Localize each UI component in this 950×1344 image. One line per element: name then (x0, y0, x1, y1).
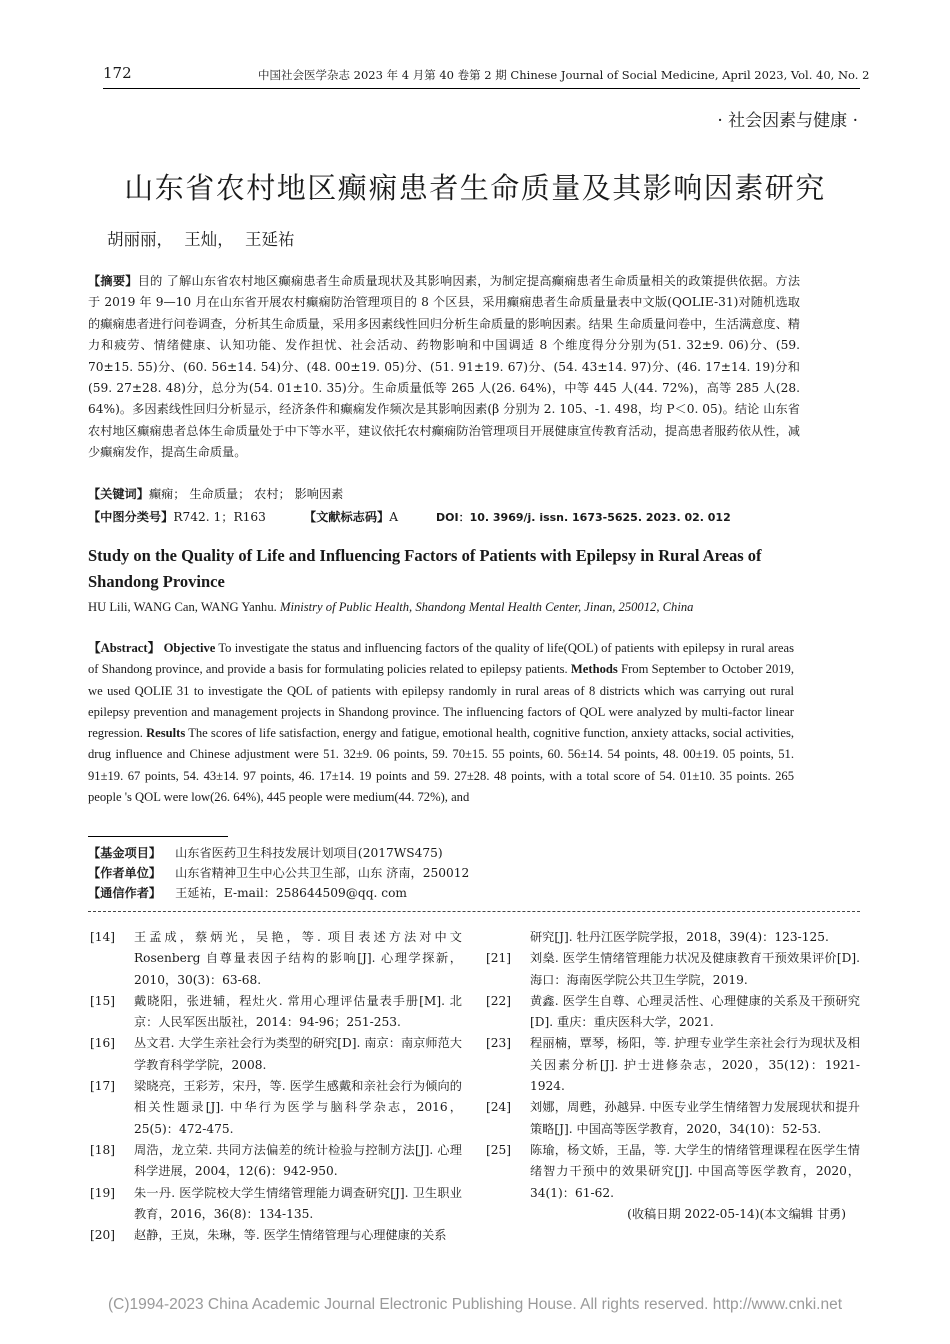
footnote-rule (88, 836, 228, 837)
abstract-en (88, 638, 794, 808)
reference-number: [16] (90, 1036, 116, 1051)
authors-en (88, 597, 800, 618)
page-number: 172 (103, 64, 132, 82)
keywords-label: 【关键词】 (88, 487, 149, 501)
reference-item (90, 1076, 462, 1140)
doi: DOI：10. 3969/j. issn. 1673-5625. 2023. 02. 012 (436, 511, 731, 524)
reference-number: [19] (90, 1185, 116, 1200)
reference-number: [17] (90, 1079, 116, 1094)
objective-label: Objective (163, 641, 216, 655)
abstract-cn-text: 目的 了解山东省农村地区癫痫患者生命质量现状及其影响因素，为制定提高癫痫患者生命质量相关的政策提供依据。方法 于 2019 年 9—10 月在山东省开展农村癫痫防治管理项目的 8 个区县，采用癫痫患者生命质量量表中文版(QOLIE-31)对随机选取的癫痫患者进行问卷调查，分析其生命质量，采用多因素线性回归分析生命质量的影响因素。结果 生命质量问卷中，生活满意度、精力和疲劳、情绪健康、认知功能、发作担忧、社会活动、药物影响和中国调适 8 个维度得分分别为(51. 32±9. 06)分、(59. 70±15. 55)分、(60. 56±14. 54)分、(48. 00±19. 05)分、(51. 91±19. 67)分、(54. 43±14. 97)分、(46. 17±14. 19)分和(59. 27±28. 48)分，总分为(54. 01±10. 35)分。生命质量低等 265 人(26. 64%)，中等 445 人(44. 72%)，高等 285 人(28. 64%)。多因素线性回归分析显示，经济条件和癫痫发作频次是其影响因素(β 分别为 2. 105、-1. 498，均 P＜0. 05)。结论 山东省农村地区癫痫患者总体生命质量处于中下等水平，建议依托农村癫痫防治管理项目开展健康宣传教育活动，提高患者服药依从性，减少癫痫发作，提高生命质量。 (88, 274, 801, 460)
reference-item (90, 1140, 462, 1183)
section-label: · 社会因素与健康 · (717, 111, 858, 131)
abstract-cn-label: 【摘要】 (88, 274, 138, 288)
reference-text: 王孟成，蔡炳光，吴艳，等. 项目表述方法对中文 Rosenberg 自尊量表因子结构的影响[J]. 心理学探新，2010，30(3)：63-68. (134, 930, 462, 987)
reference-item (486, 991, 860, 1034)
reference-text: 戴晓阳，张进辅，程灶火. 常用心理评估量表手册[M]. 北京：人民军医出版社，2014：94-96；251-253. (134, 993, 462, 1030)
reference-text: 研究[J]. 牡丹江医学院学报，2018，39(4)：123-125. (530, 930, 829, 944)
doc-code-label: 【文献标志码】 (303, 510, 390, 524)
results-label: Results (146, 726, 186, 741)
reference-item (486, 927, 860, 948)
objective-text: To investigate the status and influencing factors of the quality of life(QOL) of patients with epilepsy in rural areas of Shandong province, and provide a basis for formulating policies related to epilepsy patients. (88, 641, 795, 677)
references-right-column (486, 927, 860, 1225)
methods-text: From September to October 2019, we used QOLIE 31 to investigate the QOL of patients with epilepsy randomly in rural areas of 8 districts which was carrying out rural epilepsy prevention and management projects in Shandong province. The influencing factors of QOL were analyzed by multi-factor linear regression. (88, 662, 795, 741)
reference-text: 程丽楠，覃琴，杨阳，等. 护理专业学生亲社会行为现状及相关因素分析[J]. 护士进修杂志，2020，35(12)：1921-1924. (530, 1036, 860, 1094)
received-date: (收稿日期 2022-05-14)(本文编辑 甘勇) (627, 1206, 846, 1221)
reference-text: 刘燊. 医学生情绪管理能力状况及健康教育干预效果评价[D]. 海口：海南医学院公共卫生学院，2019. (530, 951, 860, 987)
affiliation-note (88, 863, 469, 883)
reference-number: [24] (486, 1100, 512, 1115)
reference-item (90, 991, 462, 1034)
keywords-cn (88, 484, 800, 505)
reference-text: 陈瑜，杨文娇，王晶，等. 大学生的情绪管理课程在医学生情绪智力干预中的效果研究[J]. 中国高等医学教育，2020，34(1)：61-62. (530, 1142, 860, 1200)
reference-number: [14] (90, 930, 116, 944)
fund-label: 【基金项目】 (88, 846, 162, 860)
fund-note (88, 843, 443, 863)
reference-item (486, 1097, 860, 1140)
reference-number: [25] (486, 1142, 512, 1157)
classification-line (88, 507, 800, 528)
fund-text: 山东省医药卫生科技发展计划项目(2017WS475) (175, 846, 443, 860)
reference-text: 周浩，龙立荣. 共同方法偏差的统计检验与控制方法[J]. 心理科学进展，2004，12(6)：942-950. (134, 1142, 462, 1179)
reference-number: [18] (90, 1142, 116, 1157)
reference-item (90, 927, 462, 991)
reference-item (90, 1225, 462, 1246)
reference-number: [15] (90, 993, 116, 1008)
dashed-divider (88, 911, 860, 912)
reference-number: [21] (486, 951, 512, 966)
abstract-cn (88, 271, 800, 464)
reference-number: [22] (486, 993, 512, 1008)
reference-item (486, 1140, 860, 1204)
corresponding-label: 【通信作者】 (88, 886, 162, 900)
authors-en-names: HU Lili, WANG Can, WANG Yanhu. (88, 600, 277, 614)
reference-item (90, 1033, 462, 1076)
reference-text: 丛文君. 大学生亲社会行为类型的研究[D]. 南京：南京师范大学教育科学学院，2008. (134, 1036, 462, 1072)
header-rule (103, 88, 860, 89)
references-left-column (90, 927, 462, 1246)
clc-label: 【中图分类号】 (88, 510, 174, 524)
corresponding-note (88, 883, 407, 903)
keywords-text: 癫痫； 生命质量； 农村； 影响因素 (148, 487, 344, 501)
authors-cn: 胡丽丽， 王灿， 王延祐 (107, 230, 295, 249)
copyright-footer: (C)1994-2023 China Academic Journal Electronic Publishing House. All rights reserved. http://www.cnki.net (107, 1296, 843, 1313)
methods-label: Methods (570, 662, 618, 677)
reference-number: [20] (90, 1228, 116, 1243)
corresponding-text: 王延祐，E-mail：258644509@qq. com (175, 886, 407, 900)
affiliation-label: 【作者单位】 (88, 866, 162, 880)
results-text: The scores of life satisfaction, energy and fatigue, emotional health, cognitive function, anxiety attacks, social activities, drug influence and Chinese adjustment were 51. 32±9. 06 points, 59. 70±15. 55 points, 60. 56±14. 54 points, 48. 00±19. 05 points, 51. 91±19. 67 points, 54. 43±14. 97 points, 46. 17±14. 19 points and 59. 27±28. 48 points, with a total score of 54. 01±10. 35 points. 265 people 's QOL were low(26. 64%), 445 people were medium(44. 72%), and (88, 726, 795, 805)
article-title-cn: 山东省农村地区癫痫患者生命质量及其影响因素研究 (124, 171, 826, 205)
abstract-en-label: 【Abstract】 (88, 641, 161, 655)
reference-text: 梁晓亮，王彩芳，宋丹，等. 医学生感戴和亲社会行为倾向的相关性题录[J]. 中华行为医学与脑科学杂志，2016，25(5)：472-475. (134, 1079, 462, 1136)
article-title-en: Study on the Quality of Life and Influencing Factors of Patients with Epilepsy in Rural Areas of Shandong Province (88, 546, 762, 591)
reference-item (486, 1033, 860, 1097)
doc-code-value: A (389, 510, 399, 524)
reference-text: 朱一丹. 医学院校大学生情绪管理能力调查研究[J]. 卫生职业教育，2016，36(8)：134-135. (134, 1185, 462, 1221)
reference-item (90, 1183, 462, 1226)
reference-text: 刘娜，周甦，孙越异. 中医专业学生情绪智力发展现状和提升策略[J]. 中国高等医学教育，2020，34(10)：52-53. (530, 1100, 860, 1136)
reference-text: 赵静，王岚，朱琳，等. 医学生情绪管理与心理健康的关系 (134, 1228, 447, 1243)
reference-number: [23] (486, 1036, 512, 1051)
affiliation-text: 山东省精神卫生中心公共卫生部，山东 济南，250012 (175, 866, 470, 880)
clc-value: R742. 1；R163 (173, 510, 266, 524)
authors-en-affiliation: Ministry of Public Health, Shandong Mental Health Center, Jinan, 250012, China (279, 600, 694, 614)
reference-item (486, 948, 860, 991)
reference-text: 黄鑫. 医学生自尊、心理灵活性、心理健康的关系及干预研究[D]. 重庆：重庆医科大学，2021. (530, 993, 860, 1030)
running-head: 中国社会医学杂志 2023 年 4 月第 40 卷第 2 期 Chinese Journal of Social Medicine, April 2023, Vol. 40, No. 2 (258, 68, 870, 82)
